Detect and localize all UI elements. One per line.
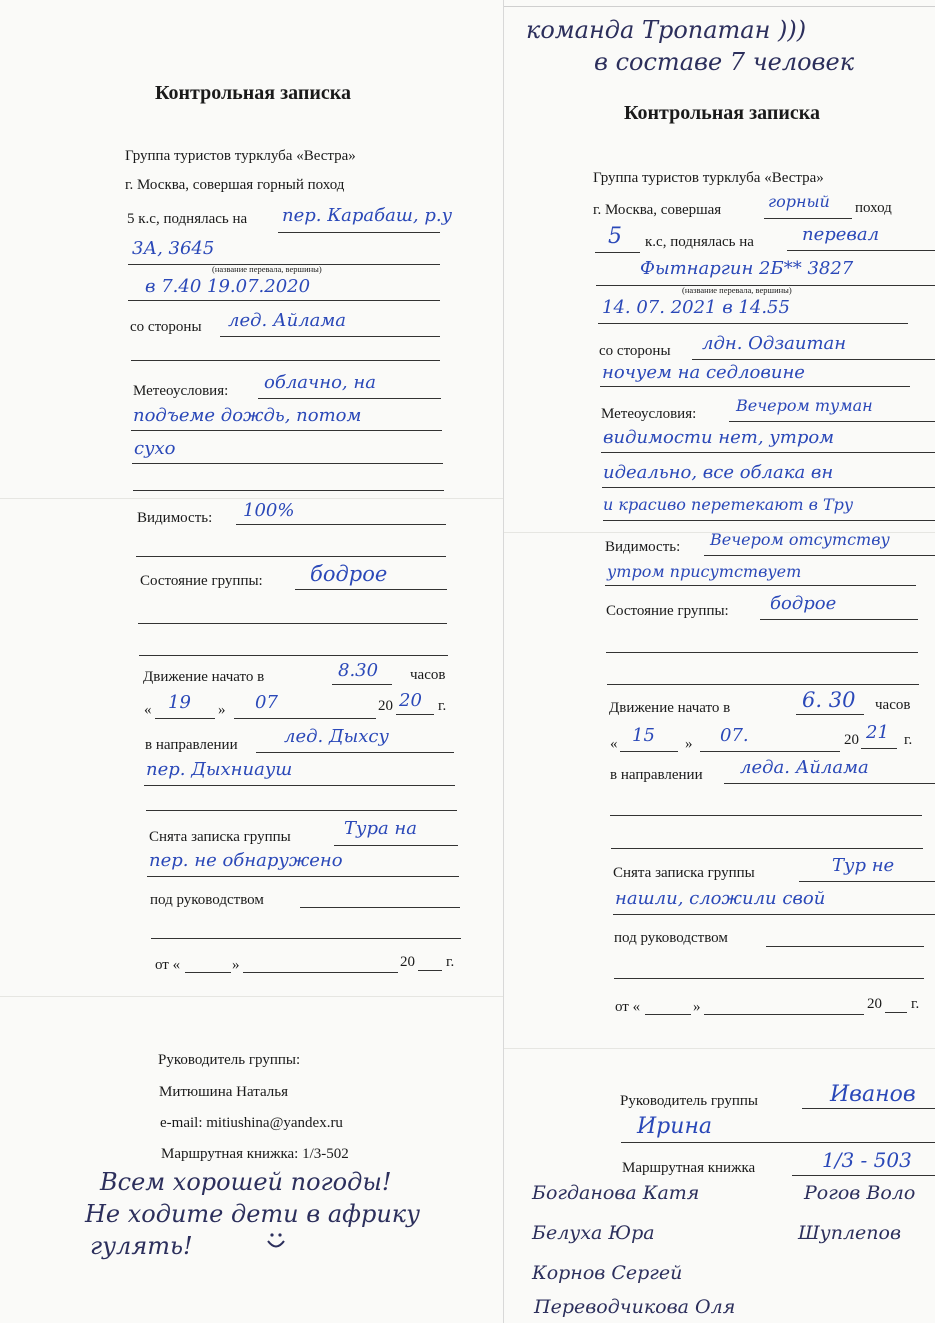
handwritten-weather: идеально, все облака вн [603, 462, 834, 483]
fill-line [151, 938, 461, 939]
fill-line [258, 398, 441, 399]
handwritten-category: 5 [608, 224, 622, 249]
handwritten-weather: и красиво перетекают в Тру [603, 495, 854, 514]
fill-line [603, 520, 935, 521]
handwritten-move-time: 6. 30 [802, 688, 856, 712]
handwritten-note: гулять! [90, 1232, 193, 1260]
field-label: Видимость: [137, 510, 213, 526]
paper-fold [0, 498, 505, 499]
handwritten-month: 07 [255, 692, 278, 713]
handwritten-direction: леда. Айлама [740, 757, 869, 778]
fill-line [131, 360, 440, 361]
fill-line [766, 946, 924, 947]
fill-line [620, 751, 678, 752]
field-label: Снята записка группы [613, 865, 755, 881]
year-suffix: г. [911, 996, 920, 1012]
leader-name: Митюшина Наталья [159, 1084, 288, 1100]
fill-line [607, 684, 919, 685]
smiley-icon [265, 1230, 287, 1252]
page-title: Контрольная записка [624, 102, 821, 124]
field-caption: (название перевала, вершины) [212, 264, 322, 274]
fill-line [704, 1014, 864, 1015]
fill-line [147, 876, 459, 877]
fill-line [764, 218, 852, 219]
page-title: Контрольная записка [155, 82, 352, 104]
handwritten-pass: Фытнаргин 2Б** 3827 [640, 258, 854, 279]
field-label: часов [410, 667, 446, 683]
handwritten-move-time: 8.30 [338, 660, 379, 681]
date-punct: » [232, 957, 240, 973]
handwritten-weather: видимости нет, утром [603, 427, 835, 448]
fill-line [614, 978, 924, 979]
field-label: под руководством [150, 892, 264, 908]
fill-line [396, 714, 434, 715]
intro-line: к.с, поднялась на [645, 234, 754, 250]
fill-line [799, 881, 935, 882]
handwritten-hike: горный [768, 192, 830, 211]
member-name: Рогов Воло [804, 1182, 916, 1204]
handwritten-pass: перевал [802, 224, 880, 245]
intro-line: Группа туристов турклуба «Вестра» [125, 148, 356, 164]
year-prefix: 20 [867, 996, 882, 1012]
handwritten-pass: пер. Карабаш, р.у [282, 205, 453, 226]
fill-line [600, 386, 910, 387]
field-label: Видимость: [605, 539, 681, 555]
handwritten-route: 1/3 - 503 [822, 1148, 912, 1172]
year-prefix: 20 [844, 732, 859, 748]
fill-line [131, 430, 442, 431]
member-name: Корнов Сергей [532, 1262, 683, 1284]
fill-line [139, 655, 448, 656]
field-label: со стороны [130, 319, 202, 335]
date-punct: от « [155, 957, 181, 973]
fill-line [598, 323, 908, 324]
handwritten-direction: пер. Дыхниауш [146, 759, 293, 780]
handwritten-time: в 7.40 19.07.2020 [145, 276, 311, 297]
handwritten-pass: 3А, 3645 [132, 238, 215, 259]
fill-line [155, 718, 215, 719]
field-label: Снята записка группы [149, 829, 291, 845]
fill-line [138, 623, 447, 624]
intro-line: 5 к.с, поднялась на [127, 211, 248, 227]
fill-line [146, 810, 457, 811]
fill-line [704, 555, 935, 556]
fill-line [256, 752, 454, 753]
handwritten-weather: Вечером туман [736, 396, 873, 415]
fill-line [787, 250, 935, 251]
handwritten-state: бодрое [770, 593, 837, 614]
handwritten-side: лед. Айлама [228, 310, 347, 331]
fill-line [601, 452, 935, 453]
intro-line: поход [855, 200, 892, 216]
handwritten-visibility: утром присутствует [607, 562, 802, 581]
fill-line [613, 914, 935, 915]
intro-line: г. Москва, совершая [593, 202, 722, 218]
fill-line [692, 359, 935, 360]
right-note-sheet [503, 0, 935, 1323]
field-label: Состояние группы: [140, 573, 263, 589]
handwritten-time: 14. 07. 2021 в 14.55 [602, 297, 790, 318]
member-name: Богданова Катя [532, 1182, 700, 1204]
leader-email: e-mail: mitiushina@yandex.ru [160, 1115, 343, 1131]
fill-line [236, 524, 446, 525]
handwritten-weather: подъеме дождь, потом [133, 405, 362, 426]
field-label: Движение начато в [609, 700, 731, 716]
field-label: Движение начато в [143, 669, 265, 685]
year-suffix: г. [446, 954, 455, 970]
field-label: Метеоусловия: [133, 383, 229, 399]
handwritten-side: лдн. Одзаитан [702, 333, 847, 354]
handwritten-visibility: 100% [243, 500, 295, 521]
fill-line [802, 1108, 935, 1109]
handwritten-removed: пер. не обнаружено [149, 850, 343, 871]
handwritten-year: 20 [399, 690, 422, 711]
fill-line [278, 232, 440, 233]
fill-line [729, 421, 935, 422]
field-label: в направлении [610, 767, 703, 783]
fill-line [185, 972, 231, 973]
handwritten-direction: лед. Дыхсу [284, 726, 389, 747]
paper-fold [504, 1048, 935, 1049]
fill-line [611, 848, 923, 849]
handwritten-year: 21 [866, 722, 889, 743]
fill-line [136, 556, 446, 557]
route-book-label: Маршрутная книжка [622, 1160, 756, 1176]
fill-line [220, 336, 440, 337]
field-label: со стороны [599, 343, 671, 359]
fill-line [133, 490, 444, 491]
handwritten-team: в составе 7 человек [594, 48, 855, 76]
handwritten-leader: Ирина [637, 1114, 713, 1139]
handwritten-removed: нашли, сложили свой [615, 888, 826, 909]
fill-line [792, 1175, 935, 1176]
fill-line [334, 845, 458, 846]
member-name: Шуплепов [798, 1222, 902, 1244]
fill-line [606, 652, 918, 653]
fill-line [885, 1012, 907, 1013]
handwritten-weather: облачно, на [264, 372, 376, 393]
fill-line [144, 785, 455, 786]
fill-line [418, 970, 442, 971]
leader-title: Руководитель группы [620, 1093, 758, 1109]
field-label: Метеоусловия: [601, 406, 697, 422]
handwritten-side: ночуем на седловине [602, 362, 805, 383]
fill-line [602, 487, 935, 488]
fill-line [332, 684, 392, 685]
fill-line [724, 783, 935, 784]
field-label: часов [875, 697, 911, 713]
field-label: Состояние группы: [606, 603, 729, 619]
member-name: Белуха Юра [532, 1222, 655, 1244]
fill-line [700, 751, 840, 752]
handwritten-state: бодрое [310, 562, 388, 586]
route-book: Маршрутная книжка: 1/3-502 [161, 1146, 349, 1162]
date-punct: » [218, 702, 226, 718]
handwritten-weather: сухо [134, 438, 176, 459]
fill-line [610, 815, 922, 816]
year-suffix: г. [904, 732, 913, 748]
fill-line [861, 748, 897, 749]
date-punct: от « [615, 999, 641, 1015]
fill-line [645, 1014, 691, 1015]
fill-line [605, 585, 916, 586]
member-name: Переводчикова Оля [534, 1296, 736, 1318]
handwritten-removed: Тура на [344, 818, 418, 839]
handwritten-visibility: Вечером отсутству [710, 530, 890, 549]
date-punct: » [685, 736, 693, 752]
paper-fold [0, 996, 505, 997]
handwritten-removed: Тур не [832, 855, 895, 876]
year-suffix: г. [438, 698, 447, 714]
intro-line: г. Москва, совершая горный поход [125, 177, 345, 193]
date-punct: « [610, 736, 618, 752]
intro-line: Группа туристов турклуба «Вестра» [593, 170, 824, 186]
fill-line [760, 619, 918, 620]
paper-fold [504, 6, 935, 7]
fill-line [300, 907, 460, 908]
date-punct: » [693, 999, 701, 1015]
fill-line [243, 972, 398, 973]
year-prefix: 20 [378, 698, 393, 714]
fill-line [595, 252, 640, 253]
field-label: под руководством [614, 930, 728, 946]
handwritten-team: команда Тропатан ))) [526, 16, 807, 44]
fill-line [132, 463, 443, 464]
fill-line [234, 718, 376, 719]
fill-line [295, 589, 447, 590]
handwritten-note: Всем хорошей погоды! [100, 1168, 392, 1196]
fill-line [128, 300, 440, 301]
handwritten-day: 19 [168, 692, 191, 713]
handwritten-leader: Иванов [830, 1082, 916, 1107]
fill-line [796, 714, 864, 715]
field-caption: (название перевала, вершины) [682, 285, 792, 295]
year-prefix: 20 [400, 954, 415, 970]
handwritten-month: 07. [720, 725, 749, 746]
leader-title: Руководитель группы: [158, 1052, 301, 1068]
handwritten-day: 15 [632, 725, 655, 746]
field-label: в направлении [145, 737, 238, 753]
fill-line [621, 1142, 935, 1143]
date-punct: « [144, 702, 152, 718]
handwritten-note: Не ходите дети в африку [85, 1200, 421, 1228]
